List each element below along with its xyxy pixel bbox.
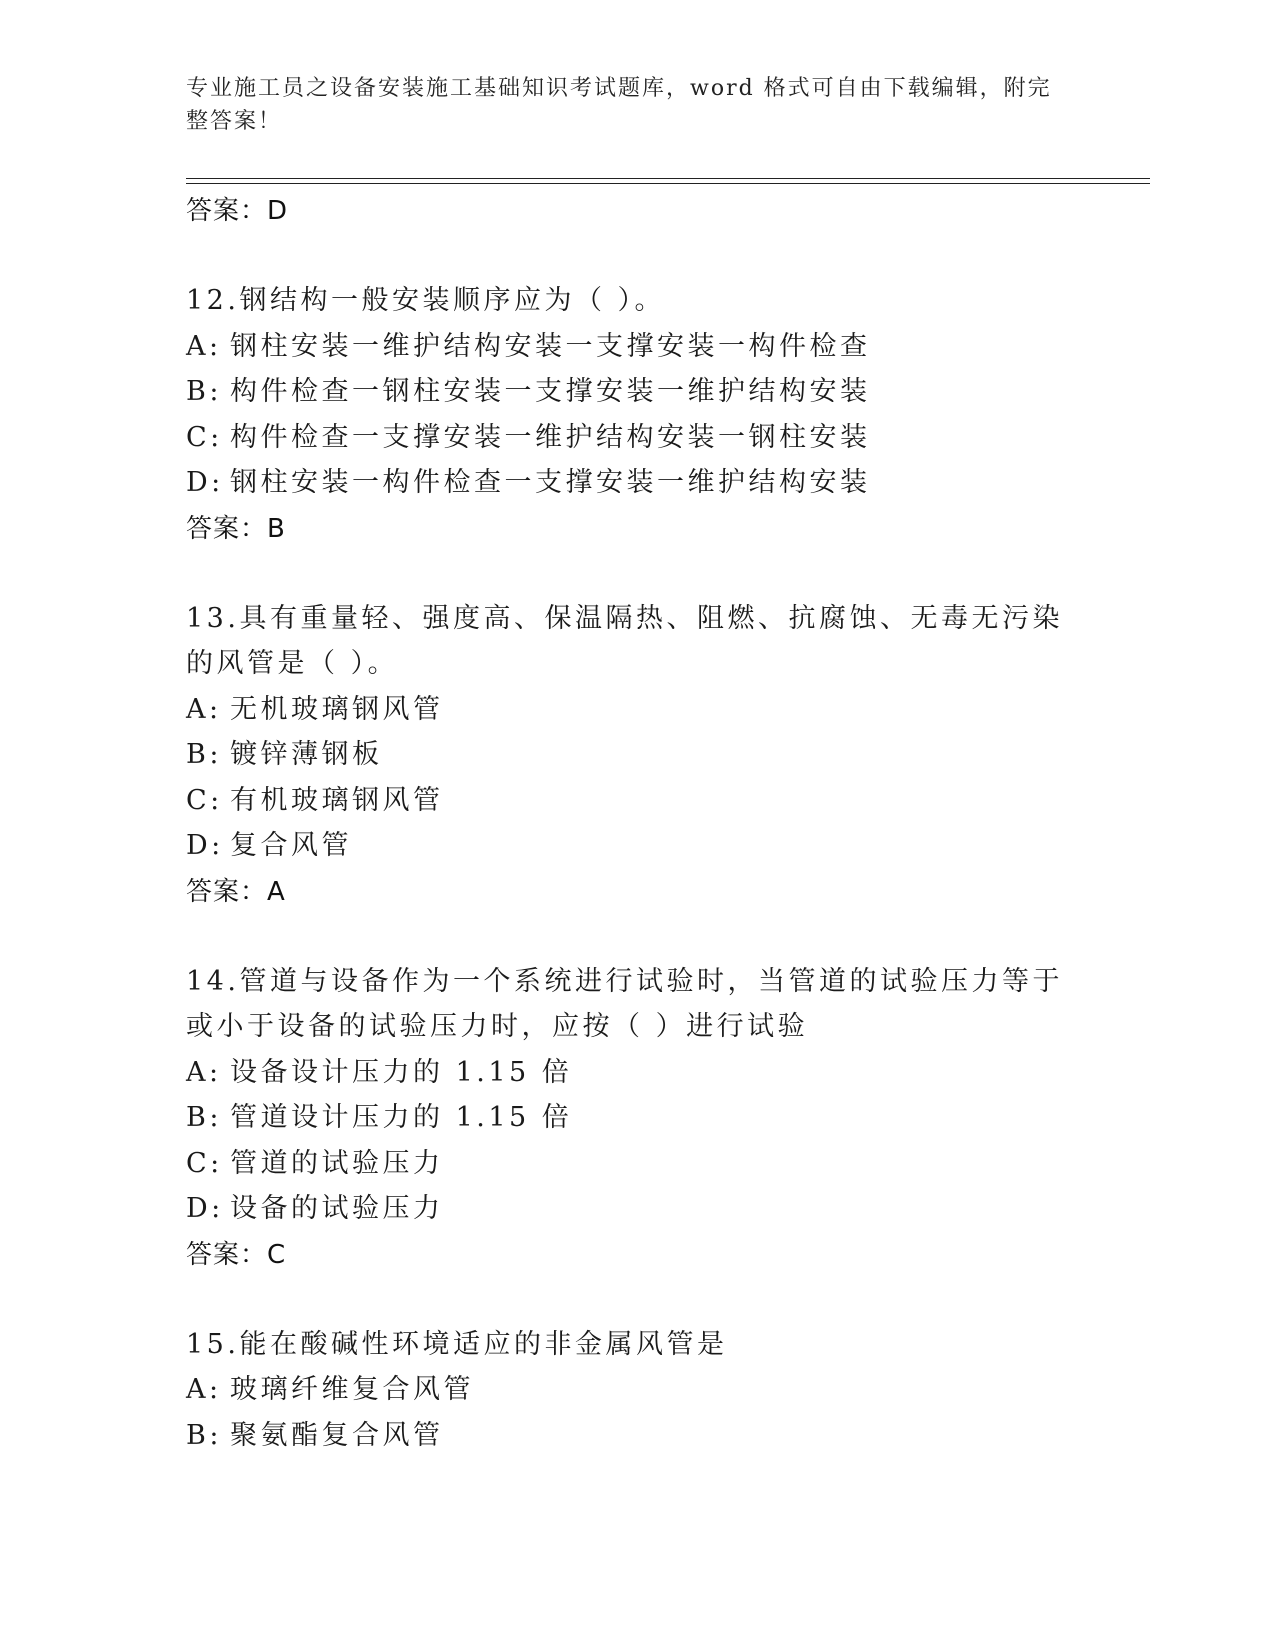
question-text: 13.具有重量轻、强度高、保温隔热、阻燃、抗腐蚀、无毒无污染的风管是（ ）。 (186, 602, 1063, 679)
option-letter: A: (186, 1374, 222, 1405)
option-b (186, 1095, 1086, 1141)
spacer (186, 234, 1086, 278)
option-d (186, 1186, 1086, 1232)
option-c (186, 778, 1086, 824)
option-text: 钢柱安装一维护结构安装一支撑安装一构件检查 (230, 330, 871, 362)
header-divider-line (186, 178, 1150, 179)
option-text: 构件检查一钢柱安装一支撑安装一维护结构安装 (230, 376, 871, 407)
option-letter: C: (186, 1147, 223, 1179)
option-letter: A: (186, 1056, 222, 1088)
option-letter: B: (186, 1419, 222, 1451)
option-text: 设备的试验压力 (230, 1193, 444, 1224)
question-block (186, 596, 1086, 915)
option-letter: A: (186, 330, 222, 362)
question-block (186, 278, 1086, 552)
question-text: 14.管道与设备作为一个系统进行试验时，当管道的试验压力等于或小于设备的试验压力时，应按（ ）进行试验 (186, 965, 1063, 1042)
option-a (186, 1367, 1086, 1413)
option-d (186, 460, 1086, 506)
question-text: 12.钢结构一般安装顺序应为（ ）。 (186, 285, 666, 316)
question-block (186, 959, 1086, 1278)
option-c (186, 1141, 1086, 1187)
option-c (186, 415, 1086, 461)
option-a (186, 1050, 1086, 1096)
option-b (186, 369, 1086, 415)
option-text: 构件检查一支撑安装一维护结构安装一钢柱安装 (230, 421, 871, 453)
option-text: 有机玻璃钢风管 (230, 784, 444, 816)
option-text: 玻璃纤维复合风管 (230, 1374, 474, 1405)
answer-line: 答案：C (186, 1239, 287, 1270)
option-letter: B: (186, 739, 222, 770)
option-letter: D: (186, 1193, 224, 1224)
option-letter: A: (186, 693, 222, 725)
spacer (186, 915, 1086, 959)
answer-line: 答案：A (186, 876, 286, 907)
option-letter: D: (186, 467, 224, 498)
option-text: 管道的试验压力 (230, 1147, 444, 1179)
option-text: 设备设计压力的 1.15 倍 (230, 1056, 573, 1088)
spacer (186, 552, 1086, 596)
option-text: 聚氨酯复合风管 (230, 1419, 444, 1451)
question-text: 15.能在酸碱性环境适应的非金属风管是 (186, 1328, 728, 1360)
option-text: 管道设计压力的 1.15 倍 (230, 1102, 573, 1133)
option-text: 钢柱安装一构件检查一支撑安装一维护结构安装 (230, 467, 871, 498)
option-text: 无机玻璃钢风管 (230, 693, 444, 725)
answer-line: 答案：D (186, 196, 289, 226)
option-d (186, 823, 1086, 869)
question-content (186, 188, 1086, 1458)
option-a (186, 687, 1086, 733)
option-text: 镀锌薄钢板 (230, 739, 383, 770)
option-letter: C: (186, 784, 223, 816)
document-header: 专业施工员之设备安装施工基础知识考试题库，word 格式可自由下载编辑，附完整答案！ (186, 76, 1052, 134)
spacer (186, 1278, 1086, 1322)
option-letter: C: (186, 421, 223, 453)
option-text: 复合风管 (230, 830, 352, 861)
question-block (186, 1322, 1086, 1459)
option-letter: D: (186, 830, 224, 861)
option-letter: B: (186, 1102, 222, 1133)
answer-line: 答案：B (186, 513, 286, 544)
option-a (186, 324, 1086, 370)
option-letter: B: (186, 376, 222, 407)
option-b (186, 732, 1086, 778)
header-divider-line-double (186, 183, 1150, 184)
option-b (186, 1413, 1086, 1459)
